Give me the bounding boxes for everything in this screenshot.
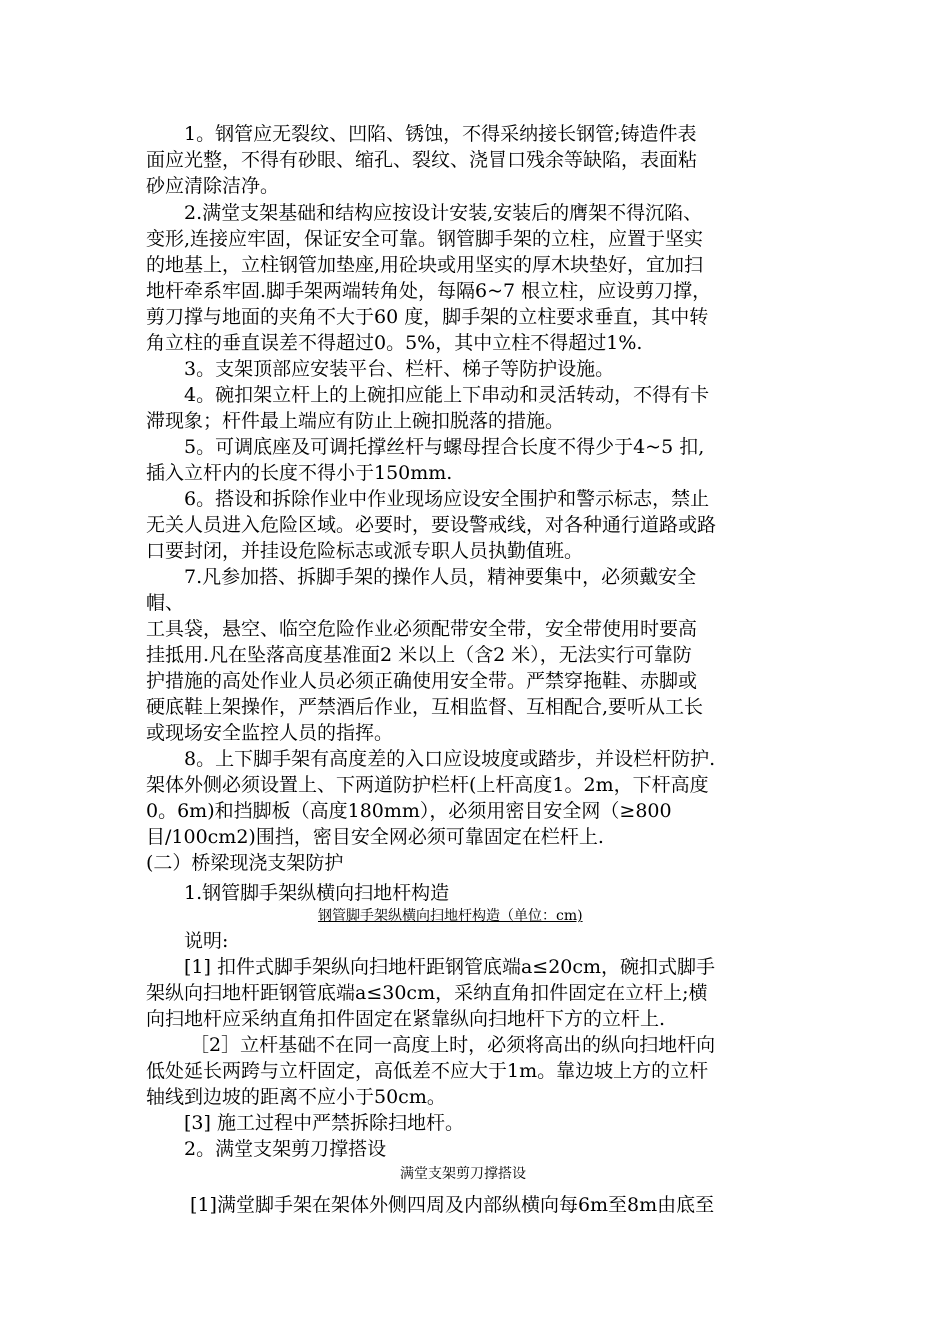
paragraph-line: 5。可调底座及可调托撑丝杆与螺母捏合长度不得少于4~5 扣, [146,436,705,458]
paragraph-line: 目/100cm2)围挡，密目安全网必须可靠固定在栏杆上. [146,826,604,848]
paragraph-line: 0。6m)和挡脚板（高度180mm），必须用密目安全网（≥800 [146,800,672,822]
paragraph-line: 挂抵用.凡在坠落高度基准面2 米以上（含2 米），无法实行可靠防 [146,644,692,666]
paragraph-line: 地杆牵系牢固.脚手架两端转角处，每隔6~7 根立柱，应设剪刀撑， [146,280,712,302]
paragraph-line: 护措施的高处作业人员必须正确使用安全带。严禁穿拖鞋、赤脚或 [146,670,698,692]
paragraph-line: 架纵向扫地杆距钢管底端a≤30cm，采纳直角扣件固定在立杆上;横 [146,982,708,1004]
subsection-heading: 2。满堂支架剪刀撑搭设 [146,1138,387,1160]
paragraph-line: 架体外侧必须设置上、下两道防护栏杆(上杆高度1。2m，下杆高度 [146,774,709,796]
paragraph-line: 的地基上，立柱钢管加垫座,用砼块或用坚实的厚木块垫好，宜加扫 [146,254,704,276]
paragraph-line: 1。钢管应无裂纹、凹陷、锈蚀，不得采纳接长钢管;铸造件表 [146,123,697,145]
section-heading: (二）桥梁现浇支架防护 [146,852,344,874]
paragraph-line: [1] 扣件式脚手架纵向扫地杆距钢管底端a≤20cm，碗扣式脚手 [146,956,716,978]
paragraph-line: [1]满堂脚手架在架体外侧四周及内部纵横向每6m至8m由底至 [146,1194,715,1216]
paragraph-line: [3] 施工过程中严禁拆除扫地杆。 [146,1112,464,1134]
paragraph-line: 轴线到边坡的距离不应小于50cm。 [146,1086,446,1108]
paragraph-line: 4。碗扣架立杆上的上碗扣应能上下串动和灵活转动，不得有卡 [146,384,710,406]
paragraph-line: 滞现象；杆件最上端应有防止上碗扣脱落的措施。 [146,410,565,432]
paragraph-line: 7.凡参加搭、拆脚手架的操作人员，精神要集中，必须戴安全 [146,566,697,588]
figure-caption: 钢管脚手架纵横向扫地杆构造（单位：cm) [318,908,583,924]
paragraph-line: 剪刀撑与地面的夹角不大于60 度，脚手架的立柱要求垂直，其中转 [146,306,709,328]
paragraph-line: 口要封闭，并挂设危险标志或派专职人员执勤值班。 [146,540,584,562]
paragraph-line: 砂应清除洁净。 [146,175,280,197]
paragraph-line: 8。上下脚手架有高度差的入口应设坡度或踏步，并设栏杆防护. [146,748,716,770]
paragraph-line: 2.满堂支架基础和结构应按设计安装,安装后的膺架不得沉陷、 [146,202,703,224]
subsection-heading: 1.钢管脚手架纵横向扫地杆构造 [146,882,450,904]
paragraph-line: 工具袋，悬空、临空危险作业必须配带安全带，安全带使用时要高 [146,618,698,640]
paragraph-line: ［2］立杆基础不在同一高度上时，必须将高出的纵向扫地杆向 [146,1034,716,1056]
paragraph-line: 或现场安全监控人员的指挥。 [146,722,394,744]
figure-caption: 满堂支架剪刀撑搭设 [400,1166,526,1182]
paragraph-line: 说明: [146,930,229,952]
paragraph-line: 6。搭设和拆除作业中作业现场应设安全围护和警示标志，禁止 [146,488,710,510]
paragraph-line: 面应光整，不得有砂眼、缩孔、裂纹、浇冒口残余等缺陷，表面粘 [146,149,698,171]
paragraph-line: 角立柱的垂直误差不得超过0。5%，其中立柱不得超过1%. [146,332,643,354]
paragraph-line: 低处延长两跨与立杆固定，高低差不应大于1m。靠边坡上方的立杆 [146,1060,709,1082]
paragraph-line: 3。支架顶部应安装平台、栏杆、梯子等防护设施。 [146,358,615,380]
paragraph-line: 帽、 [146,592,185,614]
paragraph-line: 插入立杆内的长度不得小于150mm. [146,462,453,484]
paragraph-line: 变形,连接应牢固，保证安全可靠。钢管脚手架的立柱，应置于坚实 [146,228,704,250]
paragraph-line: 向扫地杆应采纳直角扣件固定在紧靠纵向扫地杆下方的立杆上. [146,1008,666,1030]
paragraph-line: 硬底鞋上架操作，严禁酒后作业，互相监督、互相配合,要听从工长 [146,696,704,718]
paragraph-line: 无关人员进入危险区域。必要时，要设警戒线，对各种通行道路或路 [146,514,717,536]
